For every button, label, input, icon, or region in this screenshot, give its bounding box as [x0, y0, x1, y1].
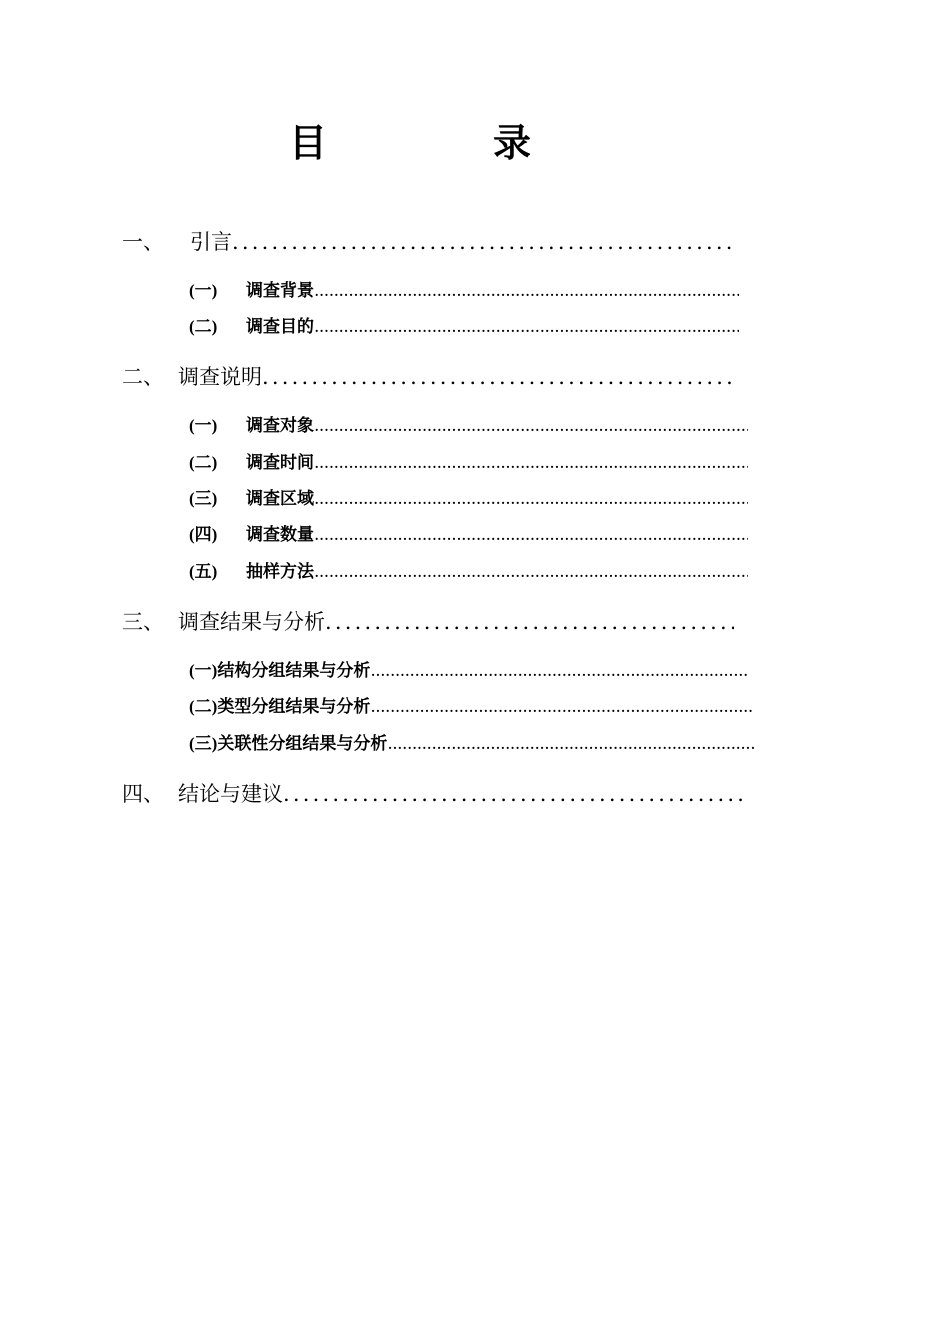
toc-subentry-text: 类型分组结果与分析: [217, 697, 371, 717]
toc-subentry-2-3[interactable]: [189, 486, 748, 512]
toc-entry-number: 一、: [122, 230, 164, 254]
dot-leader: [314, 522, 748, 548]
dot-leader: [314, 450, 748, 476]
toc-subentry-1-2[interactable]: [189, 314, 739, 340]
toc-subentry-text: 调查时间: [246, 453, 314, 473]
toc-subentry-number: (五): [189, 562, 218, 581]
dot-leader: [314, 413, 748, 439]
dot-leader: [232, 227, 734, 257]
toc-entry-text: 结论与建议: [178, 782, 283, 806]
toc-entry-3[interactable]: [122, 607, 734, 637]
dot-leader: [314, 278, 739, 304]
toc-subentry-2-5[interactable]: [189, 559, 748, 585]
toc-entry-text: 调查结果与分析: [178, 610, 325, 634]
toc-subentry-text: 调查区域: [246, 489, 314, 509]
toc-subentry-number: (一): [189, 661, 218, 680]
dot-leader: [370, 658, 749, 684]
toc-entry-text: 引言: [190, 230, 232, 254]
toc-entry-1[interactable]: [122, 227, 734, 257]
toc-subentry-text: 调查数量: [246, 525, 314, 545]
dot-leader: [262, 362, 734, 392]
toc-entry-number: 二、: [122, 365, 164, 389]
toc-subentry-number: (二): [189, 453, 218, 472]
toc-subentry-2-1[interactable]: [189, 413, 748, 439]
dot-leader: [370, 694, 754, 720]
toc-entry-number: 三、: [122, 610, 164, 634]
toc-subentry-text: 调查目的: [246, 317, 314, 337]
toc-subentry-2-4[interactable]: [189, 522, 748, 548]
toc-subentry-number: (一): [189, 416, 218, 435]
page-title: 目 录: [288, 120, 595, 165]
toc-subentry-number: (四): [189, 525, 218, 544]
dot-leader: [314, 559, 748, 585]
dot-leader: [283, 779, 744, 809]
toc-subentry-number: (三): [189, 734, 218, 753]
toc-subentry-3-3[interactable]: [189, 731, 754, 757]
toc-subentry-number: (一): [189, 281, 218, 300]
dot-leader: [325, 607, 734, 637]
toc-subentry-number: (二): [189, 697, 218, 716]
toc-subentry-text: 调查背景: [246, 281, 314, 301]
toc-entry-text: 调查说明: [178, 365, 262, 389]
toc-subentry-number: (二): [189, 317, 218, 336]
toc-subentry-number: (三): [189, 489, 218, 508]
toc-subentry-text: 抽样方法: [246, 562, 314, 582]
toc-subentry-text: 关联性分组结果与分析: [217, 734, 388, 754]
toc-subentry-1-1[interactable]: [189, 278, 739, 304]
toc-subentry-text: 结构分组结果与分析: [217, 661, 371, 681]
dot-leader: [314, 314, 739, 340]
toc-entry-2[interactable]: [122, 362, 734, 392]
dot-leader: [387, 731, 754, 757]
toc-subentry-3-1[interactable]: [189, 658, 749, 684]
toc-entry-number: 四、: [122, 782, 164, 806]
toc-subentry-text: 调查对象: [246, 416, 314, 436]
dot-leader: [314, 486, 748, 512]
toc-subentry-3-2[interactable]: [189, 694, 754, 720]
toc-subentry-2-2[interactable]: [189, 450, 748, 476]
toc-entry-4[interactable]: [122, 779, 744, 809]
